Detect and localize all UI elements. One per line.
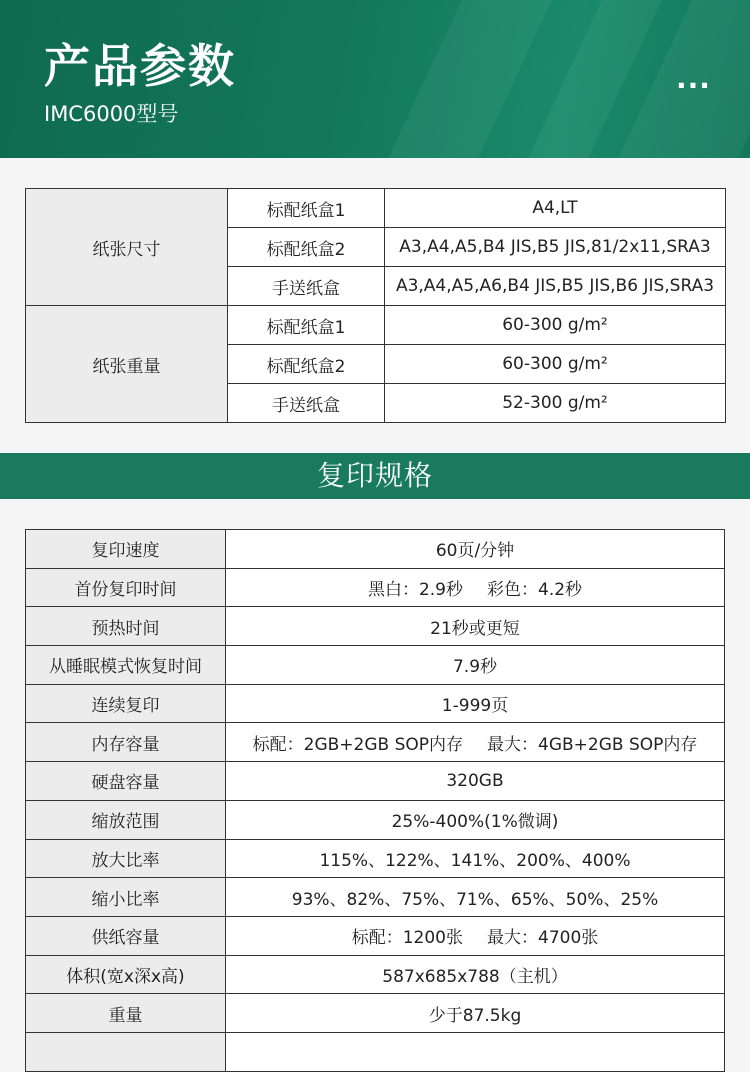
- spec-value-text-secondary: 最大：4GB+2GB SOP内存: [487, 734, 698, 755]
- spec-label: 体积(宽x深x高): [26, 955, 226, 994]
- spec-value-text: 黑白：2.9秒: [367, 580, 463, 601]
- spec-label: 复印速度: [26, 530, 226, 569]
- spec-value-text: 320GB: [446, 770, 504, 791]
- spec-label: 预热时间: [26, 607, 226, 646]
- spec-label: 首份复印时间: [26, 568, 226, 607]
- page-title: 产品参数: [44, 39, 236, 93]
- more-menu-icon[interactable]: ...: [676, 62, 711, 95]
- spec-value-text: 21秒或更短: [430, 618, 520, 639]
- spec-value-text: 587x685x788（主机）: [382, 966, 568, 987]
- spec-value-text: 115%、122%、141%、200%、400%: [319, 850, 631, 871]
- table-row: [26, 1032, 725, 1071]
- paper-value: 60-300 g/m²: [385, 306, 726, 345]
- spec-value: [226, 1032, 725, 1071]
- spec-label: 供纸容量: [26, 916, 226, 955]
- paper-value: A3,A4,A5,A6,B4 JIS,B5 JIS,B6 JIS,SRA3: [385, 267, 726, 306]
- table-row: [26, 916, 725, 955]
- header-banner: [0, 0, 750, 158]
- table-row: [26, 878, 725, 917]
- spec-value: [226, 607, 725, 646]
- paper-value: 60-300 g/m²: [385, 345, 726, 384]
- table-row: [26, 684, 725, 723]
- spec-value-text: 1-999页: [441, 696, 509, 717]
- paper-value: A4,LT: [385, 189, 726, 228]
- paper-tray: 标配纸盒1: [228, 189, 385, 228]
- paper-category: 纸张尺寸: [26, 189, 228, 306]
- table-row: [26, 530, 725, 569]
- paper-tray: 标配纸盒2: [228, 228, 385, 267]
- spec-value: [226, 646, 725, 685]
- spec-value: [226, 723, 725, 762]
- table-row: [26, 800, 725, 839]
- spec-value-text-secondary: 最大：4700张: [487, 928, 599, 949]
- spec-value: [226, 568, 725, 607]
- copy-spec-table: [25, 529, 725, 1072]
- table-row: [26, 189, 726, 228]
- spec-value: [226, 530, 725, 569]
- spec-value: [226, 916, 725, 955]
- spec-label: [26, 1032, 226, 1071]
- spec-value: [226, 955, 725, 994]
- spec-value-text: 93%、82%、75%、71%、65%、50%、25%: [291, 889, 659, 910]
- spec-value-text: 60页/分钟: [435, 541, 515, 562]
- spec-label: 内存容量: [26, 723, 226, 762]
- spec-label: 重量: [26, 994, 226, 1033]
- paper-tray: 标配纸盒2: [228, 345, 385, 384]
- paper-value: 52-300 g/m²: [385, 384, 726, 423]
- spec-label: 硬盘容量: [26, 762, 226, 801]
- spec-value-text: 标配：1200张: [351, 928, 463, 949]
- spec-value: [226, 762, 725, 801]
- spec-value: [226, 994, 725, 1033]
- table-row: [26, 762, 725, 801]
- spec-value-text: 7.9秒: [452, 657, 498, 678]
- model-subtitle: IMC6000型号: [44, 102, 179, 126]
- table-row: [26, 607, 725, 646]
- table-row: [26, 994, 725, 1033]
- table-row: [26, 955, 725, 994]
- spec-value-text: 25%-400%(1%微调): [391, 812, 559, 833]
- paper-value: A3,A4,A5,B4 JIS,B5 JIS,81/2x11,SRA3: [385, 228, 726, 267]
- spec-value: [226, 684, 725, 723]
- table-row: [26, 306, 726, 345]
- paper-tray: 手送纸盒: [228, 267, 385, 306]
- table-row: [26, 839, 725, 878]
- spec-label: 从睡眠模式恢复时间: [26, 646, 226, 685]
- paper-tray: 手送纸盒: [228, 384, 385, 423]
- table-row: [26, 723, 725, 762]
- section-title-copy-specs: 复印规格: [0, 453, 750, 499]
- spec-label: 缩放范围: [26, 800, 226, 839]
- paper-tray: 标配纸盒1: [228, 306, 385, 345]
- spec-value-text-secondary: 彩色：4.2秒: [487, 580, 583, 601]
- table-row: [26, 646, 725, 685]
- spec-label: 缩小比率: [26, 878, 226, 917]
- paper-category: 纸张重量: [26, 306, 228, 423]
- spec-value: [226, 800, 725, 839]
- spec-value-text: 标配：2GB+2GB SOP内存: [252, 734, 463, 755]
- table-row: [26, 568, 725, 607]
- spec-label: 放大比率: [26, 839, 226, 878]
- spec-value: [226, 878, 725, 917]
- spec-value: [226, 839, 725, 878]
- spec-value-text: 少于87.5kg: [428, 1005, 522, 1026]
- spec-label: 连续复印: [26, 684, 226, 723]
- paper-spec-table: [25, 188, 726, 423]
